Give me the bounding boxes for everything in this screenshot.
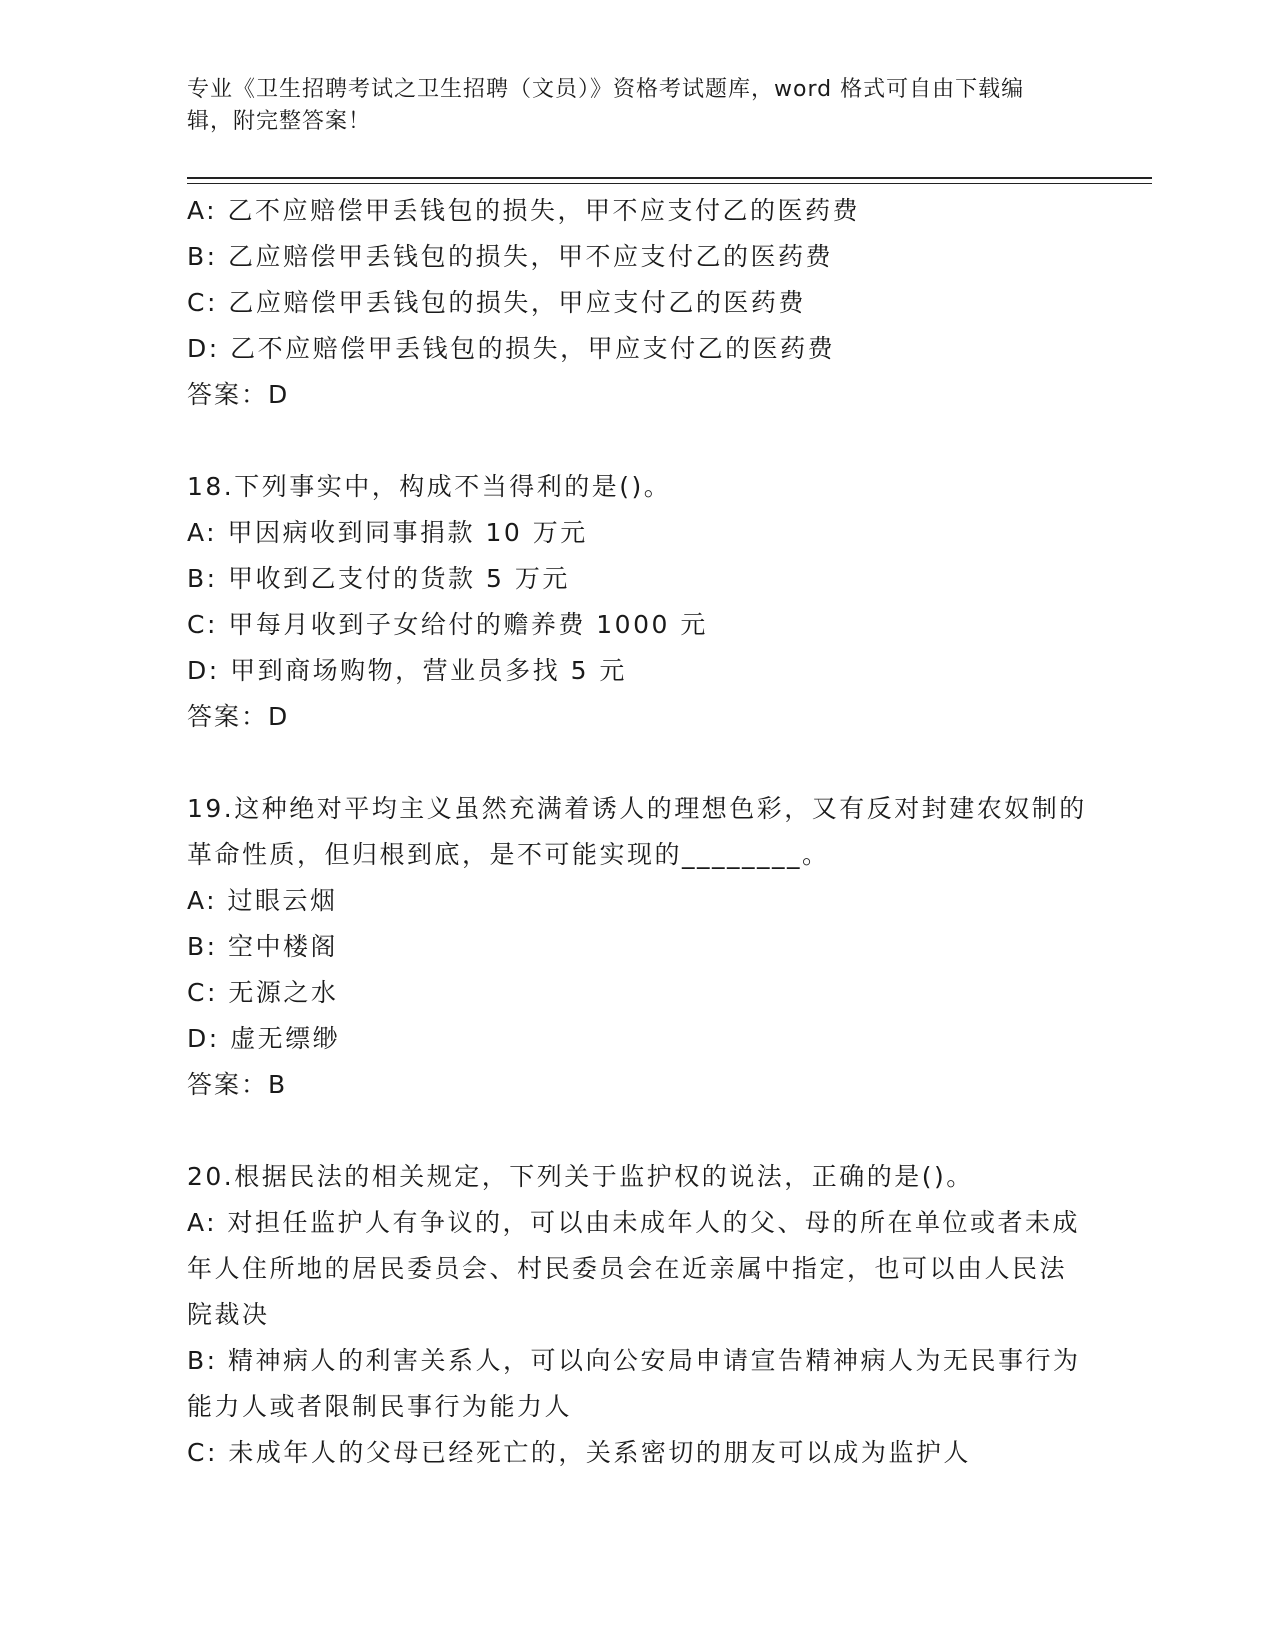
question-text: 18.下列事实中，构成不当得利的是()。 <box>187 472 672 501</box>
question-20 <box>187 1154 1087 1476</box>
question-text: 19.这种绝对平均主义虽然充满着诱人的理想色彩，又有反对封建农奴制的革命性质，但归根到底，是不可能实现的________。 <box>187 794 1087 869</box>
option-b: B: 精神病人的利害关系人，可以向公安局申请宣告精神病人为无民事行为能力人或者限制民事行为能力人 <box>187 1346 1081 1421</box>
option-c: C: 甲每月收到子女给付的赡养费 1000 元 <box>187 610 708 639</box>
option-b: B: 甲收到乙支付的货款 5 万元 <box>187 564 570 593</box>
answer: 答案：B <box>187 1070 288 1099</box>
option-b: B: 乙应赔偿甲丢钱包的损失，甲不应支付乙的医药费 <box>187 242 834 271</box>
option-a: A: 甲因病收到同事捐款 10 万元 <box>187 518 588 547</box>
header-divider-thick <box>187 177 1152 179</box>
question-18 <box>187 464 1087 740</box>
question-list <box>187 188 1087 1476</box>
answer: 答案：D <box>187 702 290 731</box>
option-a: A: 乙不应赔偿甲丢钱包的损失，甲不应支付乙的医药费 <box>187 196 861 225</box>
option-c: C: 未成年人的父母已经死亡的，关系密切的朋友可以成为监护人 <box>187 1438 971 1467</box>
question-19 <box>187 786 1087 1108</box>
question-text: 20.根据民法的相关规定，下列关于监护权的说法，正确的是()。 <box>187 1162 974 1191</box>
question-17 <box>187 188 1087 418</box>
option-d: D: 甲到商场购物，营业员多找 5 元 <box>187 656 627 685</box>
option-a: A: 过眼云烟 <box>187 886 338 915</box>
option-a: A: 对担任监护人有争议的，可以由未成年人的父、母的所在单位或者未成年人住所地的居民委员会、村民委员会在近亲属中指定，也可以由人民法院裁决 <box>187 1208 1081 1329</box>
option-c: C: 乙应赔偿甲丢钱包的损失，甲应支付乙的医药费 <box>187 288 806 317</box>
document-header: 专业《卫生招聘考试之卫生招聘（文员）》资格考试题库，word 格式可自由下载编辑，附完整答案！ <box>187 77 1025 134</box>
header-divider-thin <box>187 183 1152 184</box>
option-d: D: 乙不应赔偿甲丢钱包的损失，甲应支付乙的医药费 <box>187 334 836 363</box>
option-b: B: 空中楼阁 <box>187 932 339 961</box>
option-d: D: 虚无缥缈 <box>187 1024 341 1053</box>
answer: 答案：D <box>187 380 290 409</box>
option-c: C: 无源之水 <box>187 978 339 1007</box>
